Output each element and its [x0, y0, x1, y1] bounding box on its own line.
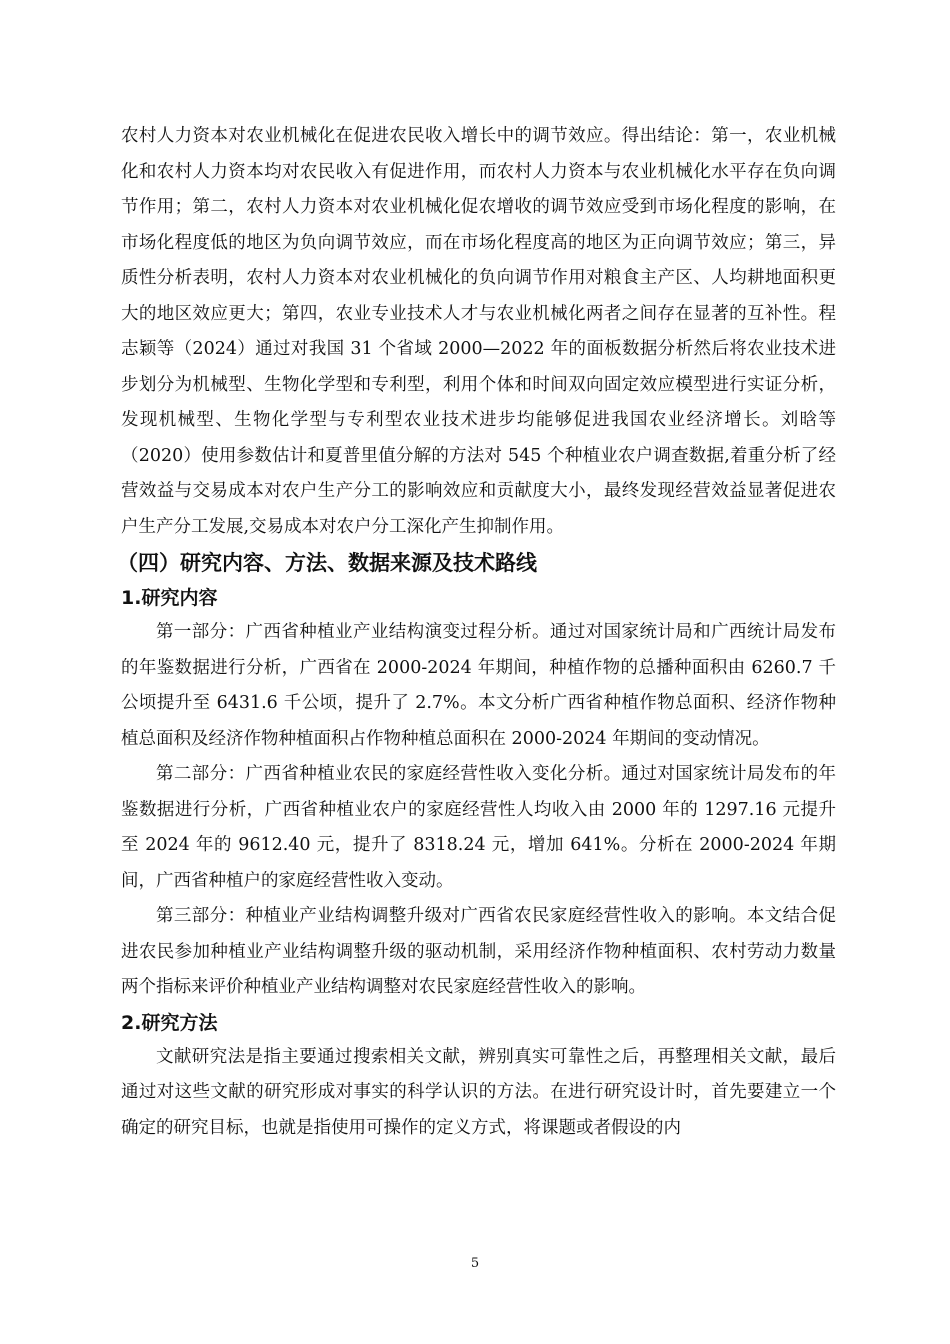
paragraph-literature-method: 文献研究法是指主要通过搜索相关文献，辨别真实可靠性之后，再整理相关文献，最后通过对这些文献的研究形成对事实的科学认识的方法。在进行研究设计时，首先要建立一个确定的研究目标，也就是指使用可操作的定义方式，将课题或者假设的内 — [121, 1046, 836, 1138]
page-body — [117, 119, 836, 1146]
paragraph-part-three: 第三部分：种植业产业结构调整升级对广西省农民家庭经营性收入的影响。本文结合促进农民参加种植业产业结构调整升级的驱动机制，采用经济作物种植面积、农村劳动力数量两个指标来评价种植业产业结构调整对农民家庭经营性收入的影响。 — [121, 906, 836, 997]
subsection-heading-research-content: 1.研究内容 — [121, 587, 218, 609]
paragraph-part-two: 第二部分：广西省种植业农民的家庭经营性收入变化分析。通过对国家统计局发布的年鉴数据进行分析，广西省种植业农户的家庭经营性人均收入由 2000 年的 1297.16 元提升至 2024 年的 9612.40 元，提升了 8318.24 元，增加 641%。分析在 2000-2024 年期间，广西省种植户的家庭经营性收入变动。 — [121, 764, 836, 891]
paragraph-literature-review: 农村人力资本对农业机械化在促进农民收入增长中的调节效应。得出结论：第一，农业机械化和农村人力资本均对农民收入有促进作用，而农村人力资本与农业机械化水平存在负向调节作用；第二，农村人力资本对农业机械化促农增收的调节效应受到市场化程度的影响，在市场化程度低的地区为负向调节效应，而在市场化程度高的地区为正向调节效应；第三，异质性分析表明，农村人力资本对农业机械化的负向调节作用对粮食主产区、人均耕地面积更大的地区效应更大；第四，农业专业技术人才与农业机械化两者之间存在显著的互补性。程志颖等（2024）通过对我国 31 个省域 2000—2022 年的面板数据分析然后将农业技术进步划分为机械型、生物化学型和专利型，利用个体和时间双向固定效应模型进行实证分析，发现机械型、生物化学型与专利型农业技术进步均能够促进我国农业经济增长。刘晗等（2020）使用参数估计和夏普里值分解的方法对 545 个种植业农户调查数据,着重分析了经营效益与交易成本对农户生产分工的影响效应和贡献度大小，最终发现经营效益显著促进农户生产分工发展,交易成本对农户分工深化产生抑制作用。 — [121, 126, 836, 537]
subsection-heading-research-methods: 2.研究方法 — [121, 1011, 218, 1034]
page-number: 5 — [470, 1256, 480, 1271]
section-heading-research-content-methods: （四）研究内容、方法、数据来源及技术路线 — [117, 551, 537, 575]
paragraph-part-one: 第一部分：广西省种植业产业结构演变过程分析。通过对国家统计局和广西统计局发布的年鉴数据进行分析，广西省在 2000-2024 年期间，种植作物的总播种面积由 6260.7 千公顷提升至 6431.6 千公顷，提升了 2.7%。本文分析广西省种植作物总面积、经济作物种植总面积及经济作物种植面积占作物种植总面积在 2000-2024 年期间的变动情况。 — [121, 622, 836, 749]
